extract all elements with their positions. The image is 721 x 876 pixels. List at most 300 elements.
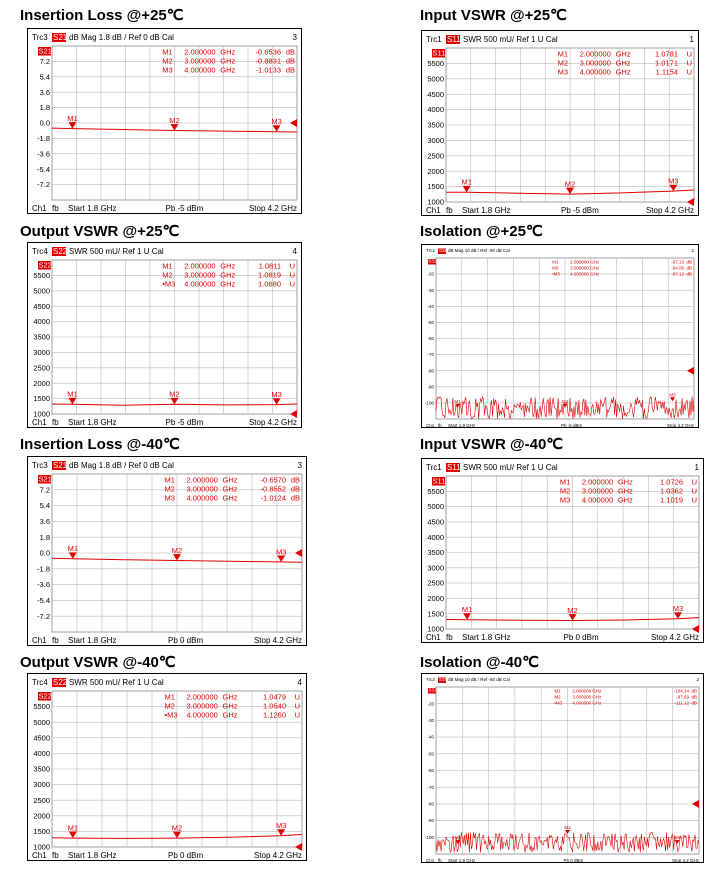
marker-readout-vunit: U — [691, 477, 697, 487]
y-tick-label: 2000 — [427, 166, 444, 176]
marker-label: M3 — [275, 821, 287, 831]
footer-start: Start 1.8 GHz — [462, 206, 511, 215]
marker-readout-unit: GHz — [222, 692, 238, 702]
marker-readout-freq: 4.000000 — [570, 271, 589, 277]
marker-readout-vunit: U — [289, 270, 295, 280]
y-tick-label: 1500 — [33, 827, 50, 837]
marker-readout-vunit: dB — [290, 475, 300, 485]
chart-title-insertion-loss-m40: Insertion Loss @-40℃ — [20, 436, 180, 453]
marker-readout-vunit: U — [294, 710, 300, 720]
y-tick-label: -3.6 — [37, 149, 50, 159]
marker-label: M1 — [67, 389, 78, 399]
marker-readout-name: M3 — [557, 67, 569, 77]
marker-readout-value: 1.0540 — [263, 701, 286, 711]
marker-readout-vunit: dB — [290, 493, 300, 503]
footer-power: Pb -5 dBm — [165, 418, 204, 427]
marker-readout-value: 1.0726 — [660, 477, 683, 487]
reference-arrow — [290, 119, 297, 127]
param-label: S21 — [53, 461, 68, 470]
chart-isolation-25 — [421, 244, 699, 428]
marker-triangle — [670, 397, 675, 401]
marker-label: M1 — [454, 835, 462, 841]
y-tick-label: 2000 — [33, 378, 50, 388]
marker-readout-freq: 3.000000 — [186, 484, 218, 494]
marker-readout-freq: 4.000000 — [186, 493, 218, 503]
marker-readout-vunit: U — [686, 67, 692, 77]
footer-fb: fb — [446, 206, 453, 215]
footer-stop: Stop 4.2 GHz — [248, 204, 297, 213]
y-tick-label: 2500 — [427, 151, 444, 161]
marker-readout-freq: 4.000000 — [184, 279, 216, 289]
marker-readout-value: -0.8552 — [260, 484, 286, 494]
marker-readout-unit: GHz — [222, 701, 238, 711]
trace-name: Trc1 — [426, 35, 442, 44]
chart-input-vswr-m40 — [421, 458, 704, 643]
footer-power: Pb 0 dBm — [168, 636, 204, 645]
marker-readout-unit: GHz — [222, 710, 238, 720]
y-tick-label: -90 — [427, 818, 434, 824]
marker-triangle — [463, 613, 471, 619]
y-tick-label: 1500 — [427, 609, 444, 619]
chart-insertion-loss-m40 — [27, 456, 307, 646]
marker-readout-name: M2 — [164, 484, 175, 494]
y-tick-label: 1000 — [427, 197, 444, 207]
marker-triangle — [69, 832, 77, 838]
y-tick-label: 0.0 — [39, 118, 50, 128]
chart-title-isolation-m40: Isolation @-40℃ — [420, 654, 539, 671]
marker-readout-name: M1 — [557, 49, 569, 59]
marker-readout-unit: GHz — [220, 65, 236, 75]
marker-triangle — [565, 830, 570, 834]
chart-title-output-vswr-m40: Output VSWR @-40℃ — [20, 654, 176, 671]
y-tick-label: 1500 — [427, 182, 444, 192]
marker-readout-freq: 3.000000 — [184, 56, 216, 66]
trace-tag-label: S21 — [38, 474, 52, 484]
marker-readout-unit: GHz — [220, 261, 236, 271]
chart-insertion-loss-25 — [27, 28, 302, 214]
y-tick-label: 4000 — [427, 105, 444, 115]
marker-readout-value: 1.0811 — [258, 261, 281, 271]
y-tick-label: -90 — [427, 384, 434, 390]
y-tick-label: 1000 — [33, 409, 50, 419]
y-tick-label: -70 — [427, 784, 434, 790]
marker-readout-unit: GHz — [592, 700, 602, 706]
marker-readout-vunit: dB — [686, 271, 692, 277]
trace-name: Trc4 — [32, 247, 48, 256]
y-tick-label: 3000 — [33, 780, 50, 790]
y-tick-label: -100 — [424, 834, 434, 840]
reference-arrow — [290, 410, 297, 418]
marker-triangle — [68, 398, 76, 404]
footer-channel: Ch1 — [426, 206, 441, 215]
y-tick-label: -20 — [427, 701, 434, 707]
channel-number: 4 — [292, 247, 297, 256]
y-tick-label: 3000 — [427, 563, 444, 573]
marker-readout-unit: GHz — [590, 265, 600, 271]
footer-fb: fb — [52, 418, 59, 427]
marker-readout-value: -104.14 — [673, 688, 689, 694]
footer-stop: Stop 4.2 GHz — [253, 636, 302, 645]
marker-triangle — [171, 124, 179, 130]
marker-label: M3 — [271, 390, 282, 400]
chart-title-input-vswr-m40: Input VSWR @-40℃ — [420, 436, 564, 453]
y-tick-label: -100 — [424, 400, 434, 406]
marker-readout-name: •M3 — [164, 710, 178, 720]
y-tick-label: -7.2 — [37, 611, 50, 621]
marker-triangle — [173, 832, 181, 838]
marker-triangle — [69, 552, 77, 558]
marker-readout-vunit: U — [289, 261, 295, 271]
marker-label: M1 — [67, 823, 79, 833]
trace-format: SWR 500 mU/ Ref 1 U Cal — [463, 463, 558, 472]
marker-triangle — [675, 840, 680, 844]
y-tick-label: -30 — [427, 717, 434, 723]
chart-output-vswr-25 — [27, 242, 302, 428]
marker-readout-value: 1.1260 — [263, 710, 286, 720]
marker-readout-unit: GHz — [220, 56, 236, 66]
y-tick-label: -70 — [427, 352, 434, 358]
marker-readout-unit: GHz — [617, 477, 633, 487]
marker-readout-vunit: dB — [285, 65, 295, 75]
footer-power: Pb 0 dBm — [563, 633, 599, 642]
y-tick-label: 3500 — [427, 548, 444, 558]
marker-readout-vunit: dB — [691, 688, 697, 694]
marker-triangle — [68, 122, 76, 128]
marker-readout-freq: 4.000000 — [579, 67, 611, 77]
marker-triangle — [463, 186, 471, 192]
marker-readout-value: -0.8831 — [255, 56, 281, 66]
footer-power: Pb 0 dBm — [168, 851, 204, 860]
marker-readout-name: M1 — [164, 475, 175, 485]
marker-label: M3 — [673, 835, 681, 841]
trace-name: Trc3 — [32, 33, 48, 42]
marker-readout-freq: 2.000000 — [570, 259, 589, 265]
chart-title-insertion-loss-25: Insertion Loss @+25℃ — [20, 7, 184, 24]
y-tick-label: -50 — [427, 751, 434, 757]
marker-readout-unit: GHz — [222, 484, 238, 494]
marker-triangle — [173, 554, 181, 560]
marker-readout-vunit: dB — [686, 265, 692, 271]
marker-readout-name: M1 — [559, 477, 571, 487]
y-tick-label: 4500 — [33, 301, 50, 311]
marker-triangle — [563, 404, 568, 408]
footer-fb: fb — [52, 204, 59, 213]
marker-readout-unit: GHz — [220, 47, 236, 57]
marker-label: M1 — [67, 113, 78, 123]
y-tick-label: -80 — [427, 801, 434, 807]
trace-name: Trc2 — [426, 677, 435, 682]
marker-readout-name: M3 — [164, 493, 175, 503]
marker-triangle — [277, 555, 285, 561]
marker-readout-name: M1 — [162, 47, 173, 57]
chart-input-vswr-25 — [421, 30, 699, 216]
trace-tag-label: S31 — [428, 687, 437, 693]
marker-label: M1 — [454, 398, 461, 404]
y-tick-label: 3000 — [33, 348, 50, 358]
marker-readout-unit: GHz — [592, 688, 602, 694]
param-label: S31 — [439, 677, 448, 682]
footer-channel: Ch1 — [32, 204, 47, 213]
y-tick-label: 5500 — [427, 486, 444, 496]
footer-stop: Stop 4.2 GHz — [650, 633, 699, 642]
y-tick-label: -60 — [427, 768, 434, 774]
trace-tag-label: S31 — [428, 258, 437, 264]
marker-readout-value: -111.12 — [674, 700, 689, 706]
marker-readout-name: M2 — [559, 486, 571, 496]
marker-readout-vunit: U — [289, 279, 295, 289]
marker-readout-unit: GHz — [615, 67, 631, 77]
footer-channel: Ch1 — [426, 858, 435, 863]
trace-format: SWR 500 mU/ Ref 1 U Cal — [69, 678, 164, 687]
marker-readout-name: M2 — [557, 58, 569, 68]
marker-readout-value: 1.0479 — [263, 692, 286, 702]
marker-label: M2 — [564, 825, 571, 831]
marker-readout-value: -0.6536 — [255, 47, 281, 57]
footer-stop: Stop 4.2 GHz — [253, 851, 302, 860]
marker-triangle — [273, 398, 281, 404]
channel-number: 2 — [696, 677, 699, 682]
marker-readout-freq: 4.000000 — [572, 700, 592, 706]
marker-label: M2 — [169, 389, 180, 399]
channel-number: 3 — [292, 33, 297, 42]
marker-readout-vunit: dB — [691, 694, 697, 700]
marker-readout-name: M2 — [162, 270, 173, 280]
trace-name: Trc4 — [32, 678, 48, 687]
marker-label: M2 — [169, 115, 180, 125]
y-tick-label: -30 — [427, 287, 434, 293]
marker-label: M3 — [672, 604, 684, 614]
marker-readout-freq: 4.000000 — [581, 495, 614, 505]
marker-readout-value: 1.0171 — [655, 58, 678, 68]
marker-readout-name: M3 — [559, 495, 571, 505]
y-tick-label: 5000 — [427, 74, 444, 84]
marker-readout-freq: 2.000000 — [184, 261, 216, 271]
y-tick-label: 2000 — [33, 811, 50, 821]
marker-readout-value: -94.06 — [671, 265, 684, 271]
marker-readout-name: M2 — [162, 56, 173, 66]
reference-arrow — [687, 367, 694, 375]
marker-label: M3 — [275, 547, 287, 557]
marker-readout-unit: GHz — [590, 271, 600, 277]
y-tick-label: 4000 — [33, 749, 50, 759]
y-tick-label: -1.8 — [37, 134, 50, 144]
marker-readout-unit: GHz — [615, 58, 631, 68]
marker-label: M3 — [669, 392, 676, 398]
footer-power: Pb 0 dBm — [563, 858, 584, 863]
param-label: S11 — [447, 35, 461, 44]
y-tick-label: 2500 — [33, 795, 50, 805]
y-tick-label: 4000 — [33, 317, 50, 327]
chart-output-vswr-m40 — [27, 673, 307, 861]
footer-channel: Ch1 — [32, 636, 47, 645]
footer-fb: fb — [52, 636, 59, 645]
footer-start: Start 1.8 GHz — [68, 851, 117, 860]
marker-label: M2 — [561, 398, 569, 404]
marker-readout-unit: GHz — [592, 694, 602, 700]
marker-readout-name: •M3 — [552, 271, 560, 277]
y-tick-label: 3500 — [33, 332, 50, 342]
marker-label: M2 — [564, 179, 576, 189]
marker-readout-freq: 2.000000 — [579, 49, 611, 59]
marker-readout-unit: GHz — [220, 270, 236, 280]
marker-readout-vunit: dB — [285, 56, 295, 66]
y-tick-label: 2500 — [33, 363, 50, 373]
reference-arrow — [692, 625, 699, 633]
marker-triangle — [569, 614, 577, 620]
marker-triangle — [171, 398, 179, 404]
marker-label: M2 — [171, 545, 183, 555]
y-tick-label: 5500 — [427, 59, 444, 69]
marker-readout-vunit: dB — [285, 47, 295, 57]
reference-arrow — [295, 843, 302, 851]
marker-readout-freq: 2.000000 — [184, 47, 216, 57]
footer-start: Start 1.8 GHz — [462, 633, 511, 642]
y-tick-label: 3.6 — [39, 87, 50, 97]
marker-readout-vunit: U — [686, 58, 692, 68]
y-tick-label: 5.4 — [39, 72, 50, 82]
marker-readout-value: 1.0362 — [660, 486, 683, 496]
y-tick-label: 4500 — [427, 517, 444, 527]
marker-readout-freq: 3.000000 — [570, 265, 589, 271]
marker-readout-freq: 3.000000 — [186, 701, 218, 711]
marker-readout-vunit: dB — [691, 700, 697, 706]
marker-readout-name: M3 — [162, 65, 173, 75]
marker-readout-vunit: U — [294, 701, 300, 711]
footer-stop: Stop 4.2 GHz — [666, 423, 694, 428]
chart-title-output-vswr-25: Output VSWR @+25℃ — [20, 223, 180, 240]
trace-name: Trc3 — [32, 461, 48, 470]
marker-readout-vunit: U — [691, 495, 697, 505]
marker-readout-value: 1.0781 — [655, 49, 678, 59]
marker-readout-freq: 4.000000 — [184, 65, 216, 75]
marker-readout-vunit: U — [691, 486, 697, 496]
footer-power: Pb -5 dBm — [165, 204, 204, 213]
marker-readout-vunit: dB — [686, 259, 692, 265]
marker-readout-unit: GHz — [617, 486, 633, 496]
marker-triangle — [674, 612, 682, 618]
footer-stop: Stop 4.2 GHz — [645, 206, 694, 215]
channel-number: 1 — [689, 35, 694, 44]
marker-readout-vunit: U — [686, 49, 692, 59]
marker-label: M2 — [171, 823, 183, 833]
marker-readout-name: M1 — [552, 259, 559, 265]
marker-readout-unit: GHz — [222, 493, 238, 503]
marker-readout-unit: GHz — [617, 495, 633, 505]
reference-arrow — [687, 198, 694, 206]
marker-readout-value: 1.0680 — [258, 279, 281, 289]
trace-name: Trc2 — [426, 248, 435, 253]
trace-format: dB Mag 10 dB / Ref -80 dB Cal — [448, 248, 510, 253]
trace-format: dB Mag 1.8 dB / Ref 0 dB Cal — [69, 33, 174, 42]
footer-stop: Stop 4.2 GHz — [671, 858, 699, 863]
marker-readout-freq: 2.000000 — [581, 477, 614, 487]
marker-readout-vunit: U — [294, 692, 300, 702]
marker-readout-freq: 3.000000 — [184, 270, 216, 280]
y-tick-label: -20 — [427, 271, 434, 277]
y-tick-label: 5.4 — [39, 501, 50, 511]
marker-readout-unit: GHz — [222, 475, 238, 485]
footer-channel: Ch1 — [426, 423, 435, 428]
reference-arrow — [692, 800, 699, 808]
trace-format: SWR 500 mU/ Ref 1 U Cal — [463, 35, 558, 44]
marker-readout-freq: 3.000000 — [572, 694, 592, 700]
y-tick-label: 2500 — [427, 578, 444, 588]
y-tick-label: -5.4 — [37, 596, 50, 606]
y-tick-label: -7.2 — [37, 180, 50, 190]
marker-readout-value: -97.13 — [671, 259, 684, 265]
marker-readout-unit: GHz — [220, 279, 236, 289]
y-tick-label: 3500 — [33, 764, 50, 774]
y-tick-label: 4500 — [33, 733, 50, 743]
y-tick-label: 3.6 — [39, 517, 50, 527]
marker-triangle — [277, 829, 285, 835]
trace-tag-label: S22 — [38, 691, 52, 701]
marker-readout-name: •M3 — [162, 279, 176, 289]
y-tick-label: -40 — [427, 303, 434, 309]
footer-fb: fb — [52, 851, 59, 860]
trace-tag-label: S22 — [38, 260, 52, 270]
channel-number: 4 — [297, 678, 302, 687]
param-label: S11 — [447, 463, 461, 472]
y-tick-label: 1.8 — [39, 532, 50, 542]
marker-triangle — [566, 188, 574, 194]
param-label: S21 — [53, 33, 68, 42]
marker-triangle — [273, 125, 281, 131]
trace-format: dB Mag 1.8 dB / Ref 0 dB Cal — [69, 461, 174, 470]
marker-label: M3 — [271, 117, 282, 127]
y-tick-label: 5000 — [33, 717, 50, 727]
y-tick-label: 1000 — [427, 624, 444, 634]
marker-readout-unit: GHz — [590, 259, 600, 265]
marker-readout-value: 1.1154 — [655, 67, 678, 77]
footer-start: Start 1.8 GHz — [68, 204, 117, 213]
marker-readout-vunit: dB — [290, 484, 300, 494]
chart-isolation-m40 — [421, 673, 704, 863]
y-tick-label: 7.2 — [39, 485, 50, 495]
marker-label: M3 — [668, 176, 679, 186]
y-tick-label: -1.8 — [37, 564, 50, 574]
y-tick-label: 5000 — [33, 286, 50, 296]
footer-channel: Ch1 — [32, 418, 47, 427]
marker-readout-name: •M3 — [554, 700, 563, 706]
trace-format: dB Mag 10 dB / Ref -80 dB Cal — [448, 677, 510, 682]
marker-readout-freq: 2.000000 — [572, 688, 592, 694]
marker-readout-unit: GHz — [615, 49, 631, 59]
footer-start: Start 1.8 GHz — [448, 423, 476, 428]
y-tick-label: -60 — [427, 336, 434, 342]
marker-readout-value: -97.12 — [671, 271, 684, 277]
chart-title-input-vswr-25: Input VSWR @+25℃ — [420, 7, 567, 24]
y-tick-label: 5500 — [33, 702, 50, 712]
footer-power: Pb -5 dBm — [561, 423, 583, 428]
marker-label: M1 — [461, 177, 472, 187]
trace-tag-label: S11 — [432, 476, 446, 486]
marker-readout-name: M2 — [552, 265, 559, 271]
y-tick-label: 1.8 — [39, 103, 50, 113]
footer-start: Start 1.8 GHz — [68, 636, 117, 645]
param-label: S22 — [53, 678, 68, 687]
y-tick-label: -3.6 — [37, 580, 50, 590]
marker-readout-freq: 4.000000 — [186, 710, 218, 720]
channel-number: 2 — [691, 248, 694, 253]
channel-number: 3 — [297, 461, 302, 470]
marker-readout-value: -0.6570 — [260, 475, 286, 485]
marker-label: M1 — [67, 544, 79, 554]
chart-title-isolation-25: Isolation @+25℃ — [420, 223, 543, 240]
marker-readout-freq: 2.000000 — [186, 692, 218, 702]
y-tick-label: 4500 — [427, 89, 444, 99]
marker-readout-name: M1 — [554, 688, 561, 694]
